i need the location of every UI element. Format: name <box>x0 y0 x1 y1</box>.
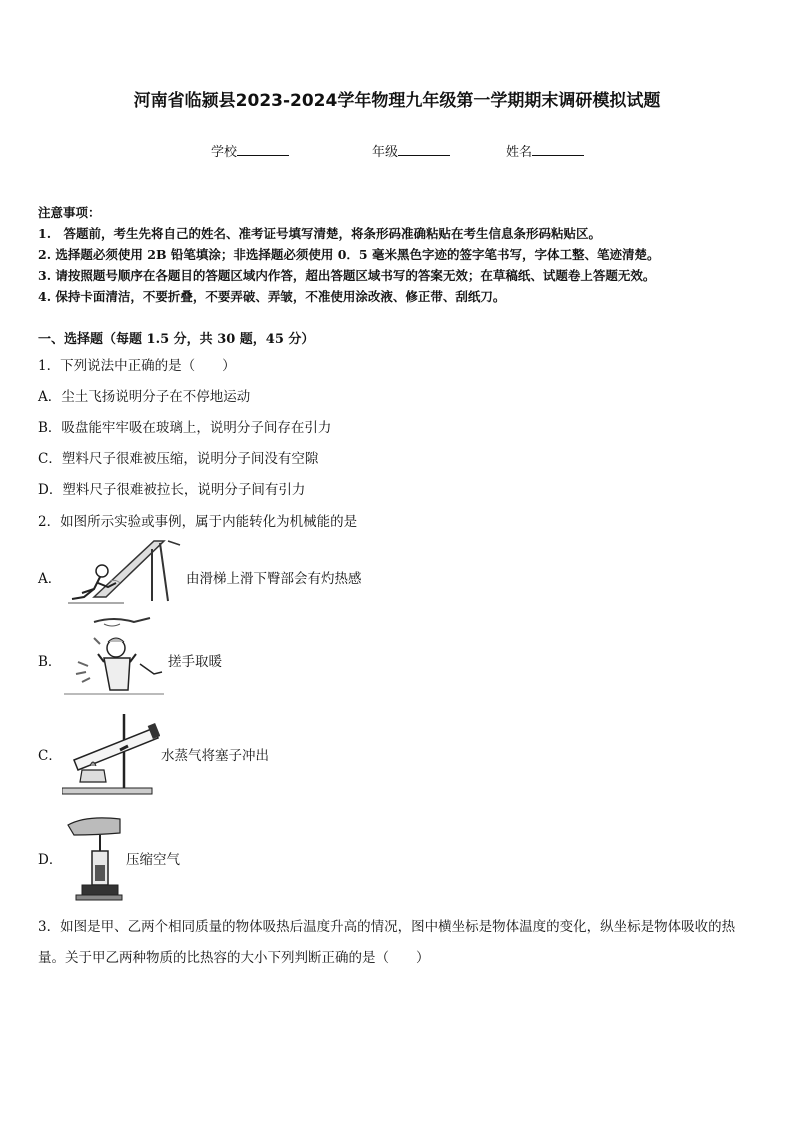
notice-item: 1. 答题前，考生先将自己的姓名、准考证号填写清楚，将条形码准确粘贴在考生信息条形码粘贴区。 <box>38 226 602 241</box>
school-field <box>211 141 289 160</box>
q2-option-c-caption: 水蒸气将塞子冲出 <box>161 748 269 764</box>
q2-option-a-letter: A． <box>38 571 62 587</box>
notice-item: 4. 保持卡面清洁，不要折叠，不要弄破、弄皱，不准使用涂改液、修正带、刮纸刀。 <box>38 289 506 304</box>
slide-icon <box>64 535 182 607</box>
q2-option-b-letter: B． <box>38 654 62 670</box>
grade-field <box>372 141 450 160</box>
question-3-stem-line1: 3．如图是甲、乙两个相同质量的物体吸热后温度升高的情况，图中横坐标是物体温度的变化，纵坐标是物体吸收的热 <box>38 919 736 935</box>
q1-option-b: B．吸盘能牢牢吸在玻璃上，说明分子间存在引力 <box>38 420 332 436</box>
rubbing-hands-icon <box>64 614 170 698</box>
page-title: 河南省临颍县2023-2024学年物理九年级第一学期期末调研模拟试题 <box>133 91 661 111</box>
notice-item: 2. 选择题必须使用 2B 铅笔填涂；非选择题必须使用 0．5 毫米黑色字迹的签字笔书写，字体工整、笔迹清楚。 <box>38 247 660 262</box>
grade-label: 年级 <box>372 145 399 160</box>
question-1-stem: 1．下列说法中正确的是（ ） <box>38 358 236 374</box>
q2-option-b-caption: 搓手取暖 <box>168 654 222 670</box>
q1-option-d: D．塑料尺子很难被拉长，说明分子间有引力 <box>38 482 306 498</box>
notice-heading: 注意事项： <box>38 205 101 220</box>
school-blank <box>237 142 289 156</box>
q1-option-a: A．尘土飞扬说明分子在不停地运动 <box>38 389 251 405</box>
section-heading: 一、选择题（每题 1.5 分，共 30 题，45 分） <box>38 332 315 347</box>
question-2-stem: 2．如图所示实验或事例，属于内能转化为机械能的是 <box>38 514 358 530</box>
notice-item: 3. 请按照题号顺序在各题目的答题区域内作答，超出答题区域书写的答案无效；在草稿纸、试题卷上答题无效。 <box>38 268 656 283</box>
school-label: 学校 <box>211 145 238 160</box>
air-compression-icon <box>66 813 124 903</box>
q2-option-a-caption: 由滑梯上滑下臀部会有灼热感 <box>186 571 362 587</box>
q1-option-c: C．塑料尺子很难被压缩，说明分子间没有空隙 <box>38 451 319 467</box>
q2-option-d-caption: 压缩空气 <box>126 852 180 868</box>
name-field <box>506 141 584 160</box>
grade-blank <box>398 142 450 156</box>
steam-tube-icon <box>62 710 160 796</box>
q2-option-c-letter: C． <box>38 748 62 764</box>
q2-option-d-letter: D． <box>38 852 63 868</box>
name-blank <box>532 142 584 156</box>
question-3-stem-line2: 量。关于甲乙两种物质的比热容的大小下列判断正确的是（ ） <box>38 950 430 966</box>
name-label: 姓名 <box>506 145 533 160</box>
